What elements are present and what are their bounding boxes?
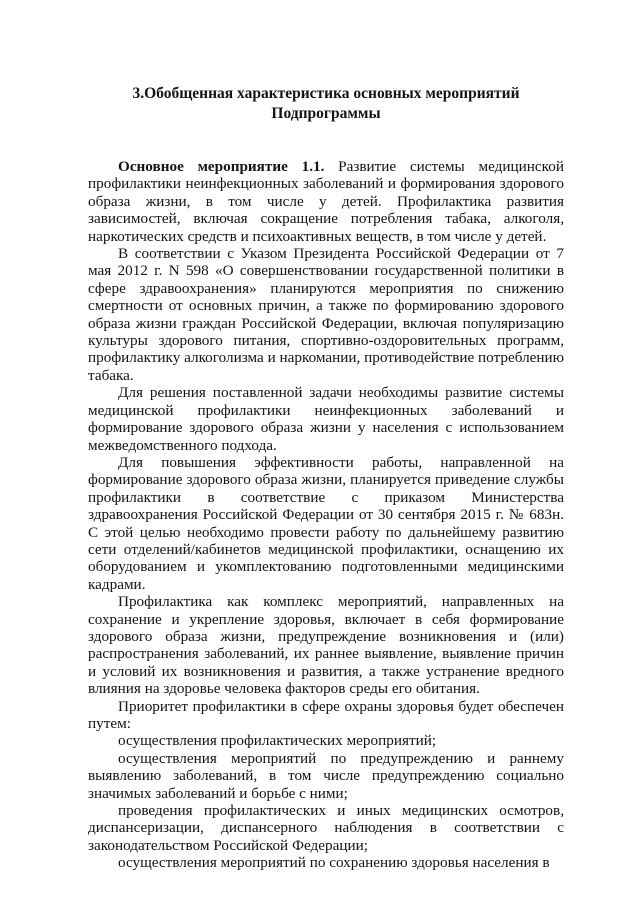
section-heading-line-2: Подпрограммы: [271, 105, 381, 122]
document-body: [88, 158, 564, 871]
paragraph-efficiency: Для повышения эффективности работы, направленной на формирование здорового образа жизни, планируется приведение службы профилактики в соответствие с приказом Министерства здравоохранения Российской Федерации от 30 сентября 2015 г. № 683н. С этой целью необходимо провести работу по дальнейшему развитию сети отделений/кабинетов медицинской профилактики, оснащению их оборудованием и укомплектованию подготовленными медицинскими кадрами.: [88, 453, 564, 593]
list-item-medical-examinations: проведения профилактических и иных медицинских осмотров, диспансеризации, диспансерного наблюдения в соответствии с законодательством Российской Федерации;: [88, 802, 564, 854]
paragraph-presidential-decree: В соответствии с Указом Президента Российской Федерации от 7 мая 2012 г. N 598 «О совершенствовании государственной политики в сфере здравоохранения» планируются мероприятия по снижению смертности от основных причин, а также по формированию здорового образа жизни граждан Российской Федерации, включая популяризацию культуры здорового питания, спортивно-оздоровительных программ, профилактику алкоголизма и наркомании, противодействие потреблению табака.: [88, 245, 564, 384]
section-heading-line-1: 3.Обобщенная характеристика основных мероприятий: [132, 85, 520, 102]
section-heading: [88, 84, 564, 124]
paragraph-main-activity: [88, 158, 564, 245]
main-activity-label: Основное мероприятие 1.1.: [118, 158, 325, 175]
paragraph-prevention-complex: Профилактика как комплекс мероприятий, направленных на сохранение и укрепление здоровья, включает в себя формирование здорового образа жизни, предупреждение возникновения и (или) распространения заболеваний, их раннее выявление, выявление причин и условий их возникновения и развития, а также устранение вредного влияния на здоровье человека факторов среды его обитания.: [88, 593, 564, 698]
paragraph-task-solution: Для решения поставленной задачи необходимы развитие системы медицинской профилактики неинфекционных заболеваний и формирование здорового образа жизни у населения с использованием межведомственного подхода.: [88, 384, 564, 454]
main-activity-text: Развитие системы медицинской профилактики неинфекционных заболеваний и формирования здорового образа жизни, в том числе у детей. Профилактика развития зависимостей, включая сокращение потребления табака, алкоголя, наркотических средств и психоактивных веществ, в том числе у детей.: [88, 158, 564, 245]
list-item-health-preservation: осуществления мероприятий по сохранению здоровья населения в: [118, 854, 550, 872]
document-page: [88, 84, 564, 871]
list-item-early-detection: осуществления мероприятий по предупреждению и раннему выявлению заболеваний, в том числе предупреждению социально значимых заболеваний и борьбе с ними;: [88, 749, 564, 802]
list-item-preventive-measures: осуществления профилактических мероприятий;: [118, 732, 437, 750]
paragraph-priority: Приоритет профилактики в сфере охраны здоровья будет обеспечен путем:: [88, 697, 564, 732]
